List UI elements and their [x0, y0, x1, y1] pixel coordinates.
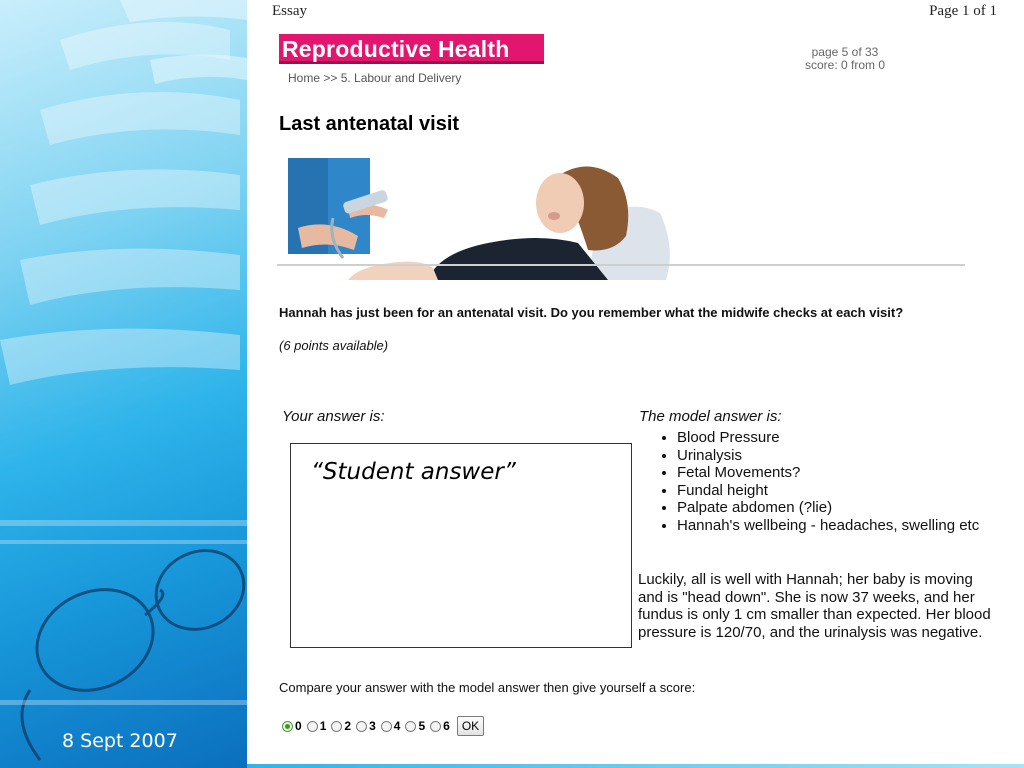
page-title: Last antenatal visit: [279, 113, 460, 135]
score-radio-3[interactable]: [356, 721, 367, 732]
points-available: (6 points available): [279, 338, 389, 353]
student-answer-text: “Student answer”: [311, 459, 516, 485]
page-header-title: Essay: [272, 3, 307, 19]
compare-instruction: Compare your answer with the model answer then give yourself a score:: [279, 680, 696, 695]
list-item: • Hannah's wellbeing - headaches, swelling etc: [677, 517, 1007, 535]
score-radio-6[interactable]: [430, 721, 441, 732]
your-answer-label: Your answer is:: [282, 408, 385, 425]
score-radio-group: [282, 715, 484, 737]
page-info: [790, 46, 900, 72]
score-radio-2[interactable]: [331, 721, 342, 732]
score-label-6: 6: [443, 719, 450, 733]
bottom-accent-bar: [247, 764, 1024, 768]
ok-button[interactable]: OK: [457, 716, 484, 736]
question-text: Hannah has just been for an antenatal visit. Do you remember what the midwife checks at each visit?: [279, 305, 904, 320]
page-header-pagenum: Page 1 of 1: [929, 3, 997, 19]
midwife-examination-photo: [288, 158, 674, 280]
breadcrumb[interactable]: Home >> 5. Labour and Delivery: [288, 71, 462, 85]
list-item: • Blood Pressure: [677, 429, 1007, 447]
side-panel-decor: [0, 0, 247, 768]
model-answer-list: [657, 429, 1007, 535]
score-summary: score: 0 from 0: [804, 58, 886, 72]
score-label-2: 2: [344, 719, 352, 733]
score-label-0: 0: [295, 719, 302, 733]
score-radio-4[interactable]: [381, 721, 392, 732]
page-count: page 5 of 33: [811, 45, 879, 59]
score-radio-0[interactable]: [282, 721, 293, 732]
list-item: • Fetal Movements?: [677, 464, 1007, 482]
model-answer-paragraph: Luckily, all is well with Hannah; her baby is moving and is "head down". She is now 37 weeks, and her fundus is only 1 cm smaller than expected. Her blood pressure is 120/70, and the urinalysis was negative.: [638, 571, 991, 641]
side-panel: [0, 0, 247, 768]
model-answer-label: The model answer is:: [639, 408, 782, 425]
score-label-1: 1: [319, 719, 327, 733]
divider: [277, 264, 965, 266]
score-label-5: 5: [418, 719, 426, 733]
side-date: 8 Sept 2007: [62, 730, 178, 752]
list-item: • Urinalysis: [677, 447, 1007, 465]
list-item: • Fundal height: [677, 482, 1007, 500]
answer-textbox[interactable]: [290, 443, 632, 648]
score-radio-1[interactable]: [307, 721, 318, 732]
brand-logo: Reproductive Health: [279, 34, 544, 64]
score-label-4: 4: [393, 719, 401, 733]
score-radio-5[interactable]: [405, 721, 416, 732]
score-label-3: 3: [369, 719, 376, 733]
photo-illustration: [288, 158, 674, 280]
list-item: • Palpate abdomen (?lie): [677, 499, 1007, 517]
